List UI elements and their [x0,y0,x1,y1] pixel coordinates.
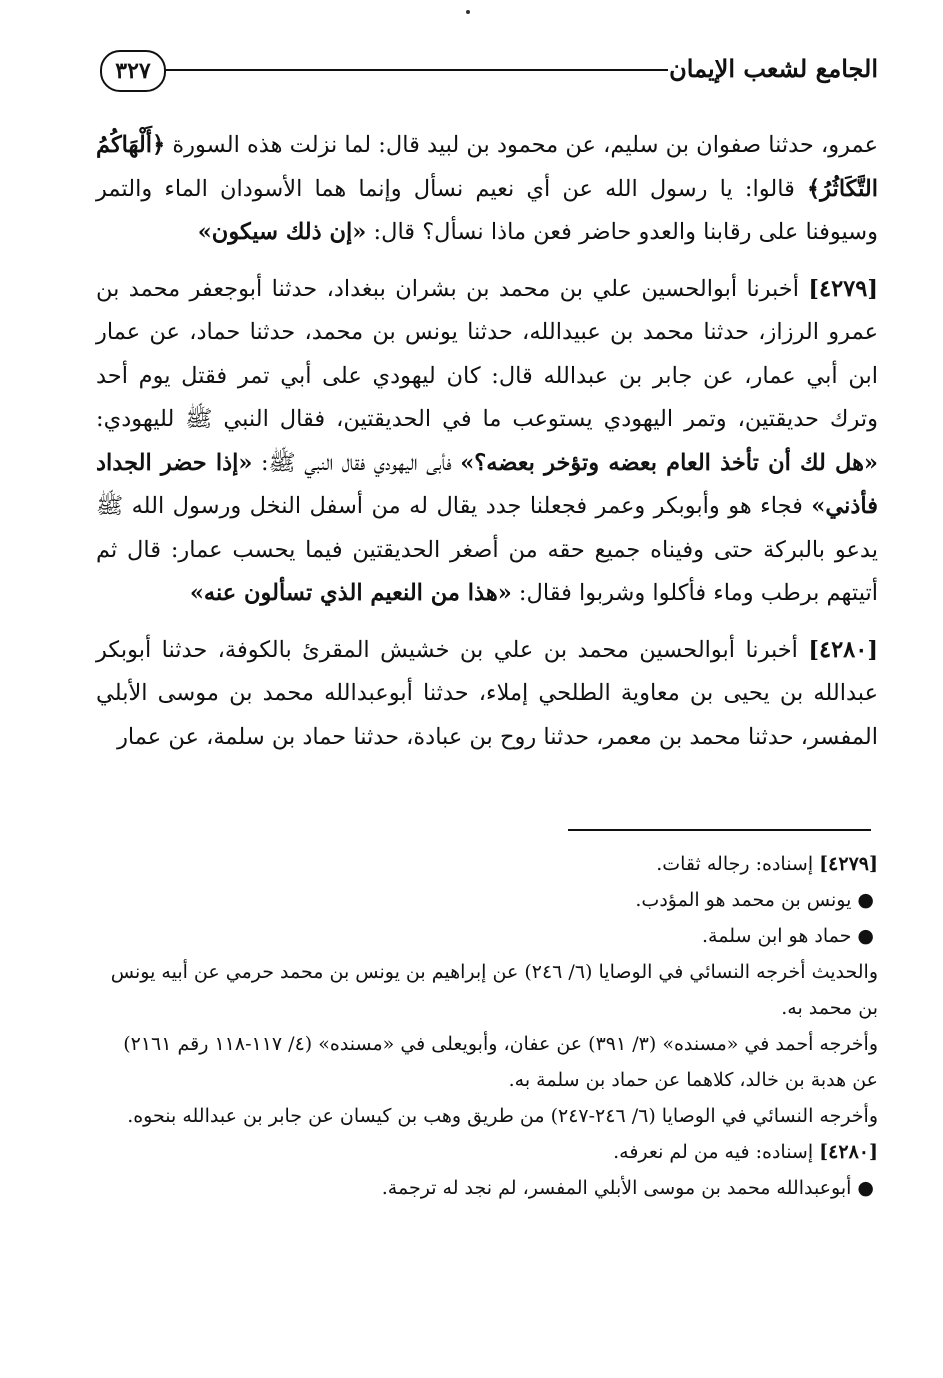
footnote-heading [96,846,878,882]
footnote-paragraph: والحديث أخرجه النسائي في الوصايا (٦/ ٢٤٦) عن إبراهيم بن يونس بن محمد حرمي عن أبيه يونس بن محمد به. [110,961,878,1019]
hadith-number: [٤٢٧٩] [808,275,878,302]
footnote-bullet [96,918,878,954]
main-text [96,124,878,759]
footnote-text: إسناده: رجاله ثقات. [656,853,820,875]
footnote-number: [٤٢٧٩] [819,853,878,875]
footnote-text: أبوعبدالله محمد بن موسى الأبلي المفسر، لم نجد له ترجمة. [381,1177,852,1199]
scan-dot [466,10,470,14]
bullet-icon: ● [857,1177,874,1199]
footnote-paragraph: وأخرجه النسائي في الوصايا (٦/ ٢٤٦-٢٤٧) من طريق وهب بن كيسان عن جابر بن عبدالله بنحوه. [127,1105,878,1127]
text-run: أخبرنا أبوالحسين علي بن محمد بن بشران ببغداد، حدثنا أبوجعفر محمد بن عمرو الرزاز، حدثنا محمد بن عبيدالله، حدثنا يونس بن محمد، حدثنا حماد، عن عمار ابن أبي عمار، عن جابر بن عبدالله قال: كان ليهودي على أبي تمر فقتل يوم أحد وترك حديقتين، وتمر اليهودي يستوعب ما في الحديقتين، فقال النبي ﷺ لليهودي: [96,275,879,432]
footnote-bullet [96,882,878,918]
footnote-text: إسناده: فيه من لم نعرفه. [613,1141,820,1163]
book-title: الجامع لشعب الإيمان [669,54,878,83]
quran-verse: ﴿أَلْهَاكُمُ التَّكَاثُرُ﴾ [96,132,878,202]
text-run: عمرو، حدثنا صفوان بن سليم، عن محمود بن لبيد قال: لما نزلت هذه السورة [165,132,878,158]
footnotes [96,846,878,1206]
footnote-number: [٤٢٨٠] [819,1141,878,1163]
bullet-icon: ● [857,925,874,947]
hadith-4279 [96,268,878,616]
hadith-quote: «هذا من النعيم الذي تسألون عنه» [189,580,512,606]
paragraph-continuation [96,124,878,255]
hadith-number: [٤٢٨٠] [808,636,878,663]
hadith-quote: «إن ذلك سيكون» [197,219,367,245]
page-number: ٣٢٧ [100,50,166,92]
text-run: فأبى اليهودي فقال النبي ﷺ: [252,449,461,476]
footnote-text: حماد هو ابن سلمة. [702,925,852,947]
text-run: قالوا: يا رسول الله عن أي نعيم نسأل وإنما هما الأسودان الماء والتمر وسيوفنا على رقابنا والعدو حاضر فعن ماذا نسأل؟ قال: [96,175,878,245]
bullet-icon: ● [857,889,874,911]
page-header [100,50,878,100]
footnote-text: يونس بن محمد هو المؤدب. [635,889,852,911]
hadith-4280 [96,629,878,760]
footnote-heading [96,1134,878,1170]
footnote-bullet [96,1170,878,1206]
hadith-quote: «إذا حضر الجداد فأذني» [96,449,878,519]
footnote-separator [568,829,871,831]
header-rule [166,69,668,71]
hadith-quote: «هل لك أن تأخذ العام بعضه وتؤخر بعضه؟» [460,449,878,476]
footnote-paragraph: وأخرجه أحمد في «مسنده» (٣/ ٣٩١) عن عفان، وأبويعلى في «مسنده» (٤/ ١١٧-١١٨ رقم ٢١٦١) عن هدبة بن خالد، كلاهما عن حماد بن سلمة به. [123,1033,878,1091]
text-run: فجاء هو وأبوبكر وعمر فجعلنا جدد يقال له من أسفل النخل ورسول الله ﷺ يدعو بالبركة حتى وفيناه جميع حقه من أصغر الحديقتين فيما يحسب عمار: قال ثم أتيتهم برطب وماء فأكلوا وشربوا فقال: [96,493,878,606]
text-run: أخبرنا أبوالحسين محمد بن علي بن خشيش المقرئ بالكوفة، حدثنا أبوبكر عبدالله بن يحيى بن معاوية الطلحي إملاء، حدثنا أبوعبدالله محمد بن موسى الأبلي المفسر، حدثنا محمد بن معمر، حدثنا روح بن عبادة، حدثنا حماد بن سلمة، عن عمار [96,636,878,750]
